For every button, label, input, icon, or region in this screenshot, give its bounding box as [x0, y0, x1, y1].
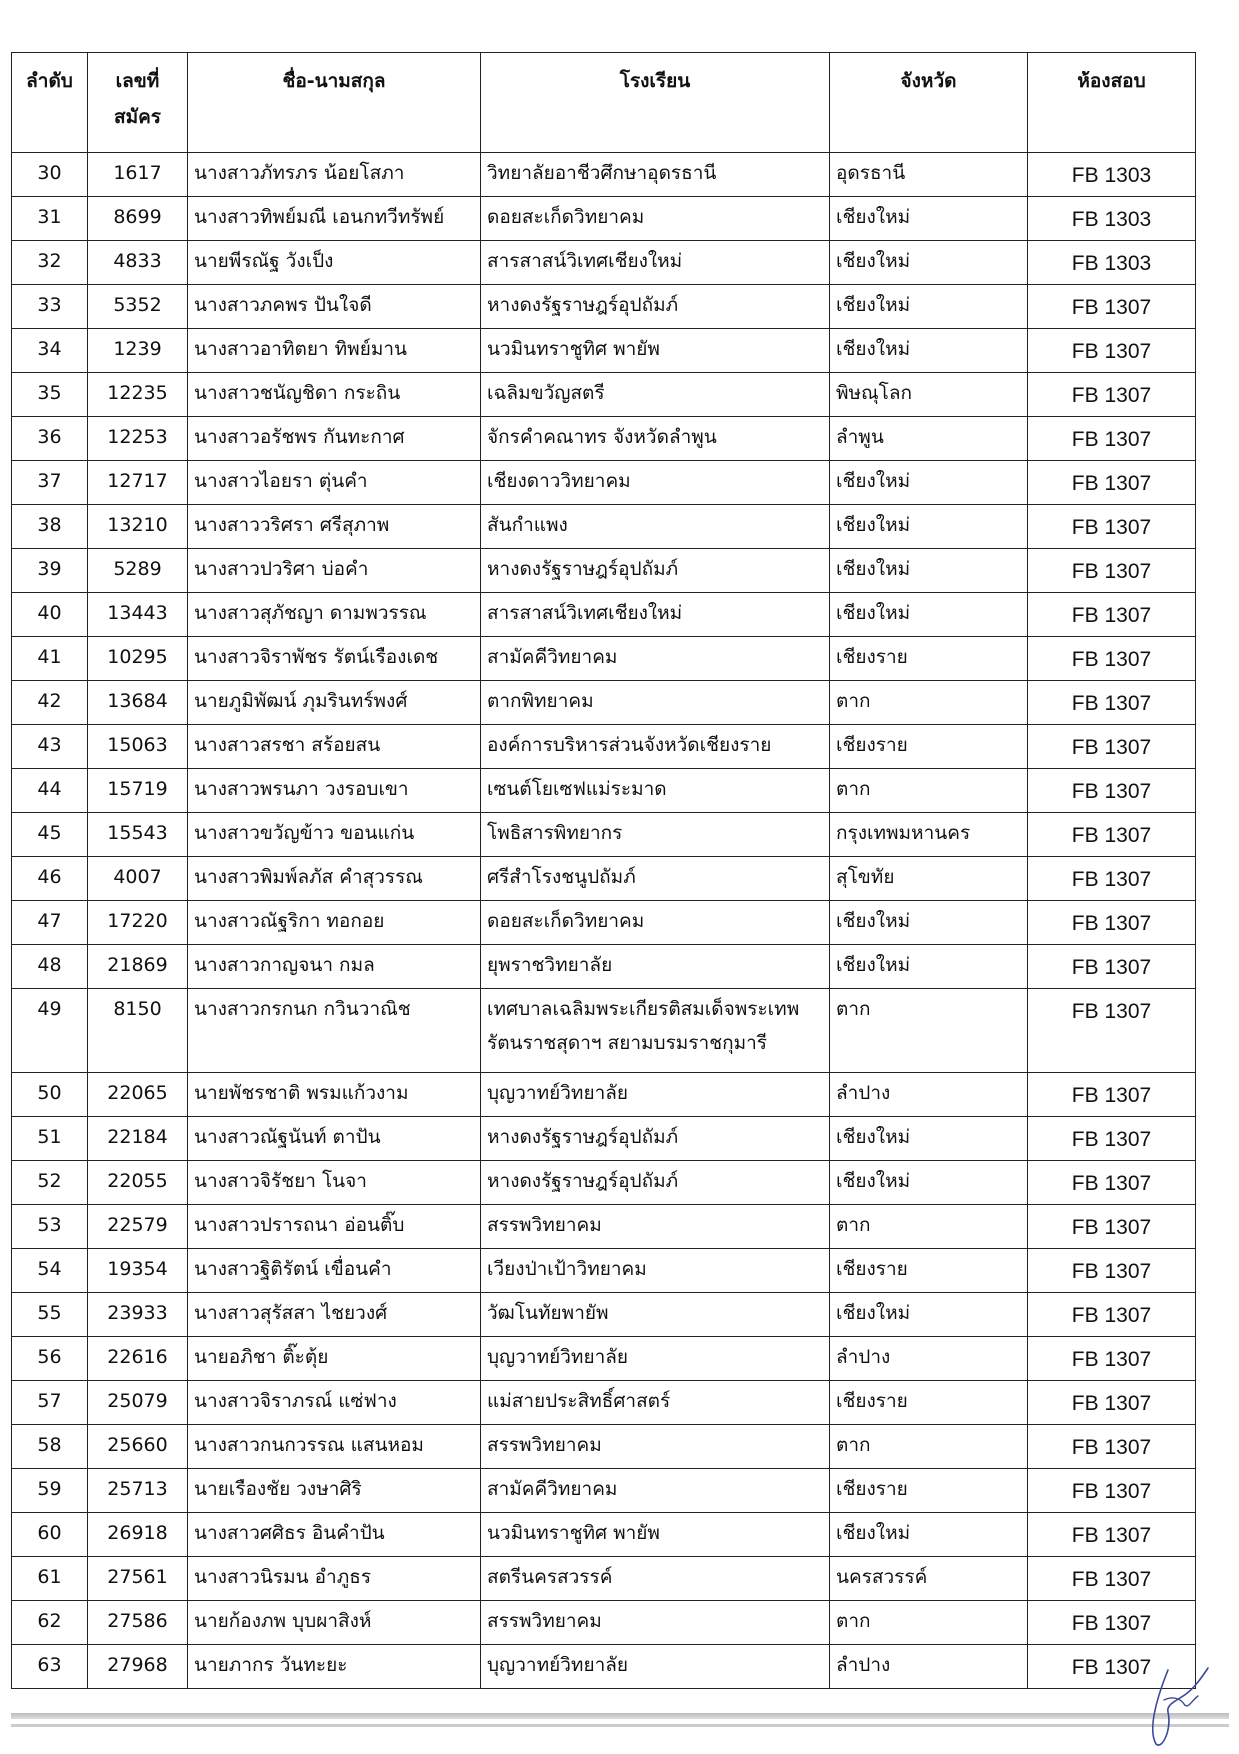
cell-order: 33	[12, 285, 88, 329]
cell-province: เชียงใหม่	[830, 505, 1028, 549]
cell-application-no: 22579	[88, 1205, 188, 1249]
cell-exam-room: FB 1307	[1028, 285, 1196, 329]
cell-province: เชียงใหม่	[830, 197, 1028, 241]
cell-school: วัฒโนทัยพายัพ	[481, 1293, 830, 1337]
cell-order: 31	[12, 197, 88, 241]
cell-exam-room: FB 1307	[1028, 417, 1196, 461]
cell-province: เชียงใหม่	[830, 549, 1028, 593]
cell-full-name: นายพัชรชาติ พรมแก้วงาม	[188, 1073, 481, 1117]
header-order: ลำดับ	[12, 53, 88, 153]
cell-order: 41	[12, 637, 88, 681]
cell-province: ตาก	[830, 769, 1028, 813]
cell-school: หางดงรัฐราษฎร์อุปถัมภ์	[481, 549, 830, 593]
cell-province: ลำพูน	[830, 417, 1028, 461]
cell-full-name: นางสาวชนัญชิดา กระถิน	[188, 373, 481, 417]
table-row	[12, 593, 1196, 637]
cell-school: หางดงรัฐราษฎร์อุปถัมภ์	[481, 1117, 830, 1161]
table-row	[12, 329, 1196, 373]
cell-school: หางดงรัฐราษฎร์อุปถัมภ์	[481, 1161, 830, 1205]
cell-application-no: 27586	[88, 1601, 188, 1645]
cell-school: สารสาสน์วิเทศเชียงใหม่	[481, 593, 830, 637]
cell-order: 36	[12, 417, 88, 461]
table-row	[12, 1469, 1196, 1513]
cell-full-name: นางสาวศศิธร อินคำปัน	[188, 1513, 481, 1557]
cell-application-no: 13443	[88, 593, 188, 637]
cell-application-no: 8699	[88, 197, 188, 241]
cell-school: บุญวาทย์วิทยาลัย	[481, 1337, 830, 1381]
cell-order: 45	[12, 813, 88, 857]
table-row	[12, 857, 1196, 901]
cell-application-no: 1239	[88, 329, 188, 373]
table-row	[12, 1645, 1196, 1689]
cell-application-no: 27968	[88, 1645, 188, 1689]
cell-province: เชียงใหม่	[830, 593, 1028, 637]
cell-province: เชียงใหม่	[830, 945, 1028, 989]
table-body	[12, 153, 1196, 1689]
cell-application-no: 12235	[88, 373, 188, 417]
cell-province: เชียงใหม่	[830, 461, 1028, 505]
table-row	[12, 417, 1196, 461]
cell-province: ลำปาง	[830, 1073, 1028, 1117]
cell-order: 30	[12, 153, 88, 197]
cell-full-name: นางสาวไอยรา ตุ่นคำ	[188, 461, 481, 505]
cell-school: ตากพิทยาคม	[481, 681, 830, 725]
cell-exam-room: FB 1307	[1028, 681, 1196, 725]
footer-divider	[11, 1713, 1229, 1719]
cell-school: องค์การบริหารส่วนจังหวัดเชียงราย	[481, 725, 830, 769]
cell-exam-room: FB 1307	[1028, 549, 1196, 593]
cell-application-no: 25713	[88, 1469, 188, 1513]
cell-exam-room: FB 1307	[1028, 1381, 1196, 1425]
cell-exam-room: FB 1303	[1028, 153, 1196, 197]
cell-school: สามัคคีวิทยาคม	[481, 1469, 830, 1513]
cell-application-no: 13210	[88, 505, 188, 549]
table-row	[12, 989, 1196, 1073]
cell-order: 48	[12, 945, 88, 989]
cell-full-name: นางสาวกาญจนา กมล	[188, 945, 481, 989]
cell-exam-room: FB 1307	[1028, 1205, 1196, 1249]
table-row	[12, 1293, 1196, 1337]
cell-exam-room: FB 1307	[1028, 1645, 1196, 1689]
cell-application-no: 27561	[88, 1557, 188, 1601]
header-exam-room: ห้องสอบ	[1028, 53, 1196, 153]
cell-application-no: 21869	[88, 945, 188, 989]
cell-full-name: นางสาวกนกวรรณ แสนหอม	[188, 1425, 481, 1469]
cell-full-name: นางสาวณัฐริกา ทอกอย	[188, 901, 481, 945]
cell-application-no: 15063	[88, 725, 188, 769]
cell-order: 60	[12, 1513, 88, 1557]
cell-application-no: 5352	[88, 285, 188, 329]
cell-full-name: นางสาวภคพร ปันใจดี	[188, 285, 481, 329]
cell-school: เฉลิมขวัญสตรี	[481, 373, 830, 417]
cell-full-name: นายพีรณัฐ วังเป็ง	[188, 241, 481, 285]
cell-school: เวียงป่าเป้าวิทยาคม	[481, 1249, 830, 1293]
cell-exam-room: FB 1307	[1028, 989, 1196, 1073]
cell-application-no: 4007	[88, 857, 188, 901]
cell-application-no: 15543	[88, 813, 188, 857]
cell-full-name: นางสาวสรชา สร้อยสน	[188, 725, 481, 769]
cell-order: 44	[12, 769, 88, 813]
cell-exam-room: FB 1307	[1028, 1513, 1196, 1557]
cell-school: ดอยสะเก็ดวิทยาคม	[481, 197, 830, 241]
cell-exam-room: FB 1307	[1028, 373, 1196, 417]
cell-exam-room: FB 1307	[1028, 1117, 1196, 1161]
cell-province: เชียงราย	[830, 725, 1028, 769]
cell-school: ยุพราชวิทยาลัย	[481, 945, 830, 989]
cell-exam-room: FB 1307	[1028, 1161, 1196, 1205]
cell-school: แม่สายประสิทธิ์ศาสตร์	[481, 1381, 830, 1425]
header-province: จังหวัด	[830, 53, 1028, 153]
cell-school: หางดงรัฐราษฎร์อุปถัมภ์	[481, 285, 830, 329]
cell-full-name: นายเรืองชัย วงษาศิริ	[188, 1469, 481, 1513]
cell-full-name: นางสาวพิมพ์ลภัส คำสุวรรณ	[188, 857, 481, 901]
cell-exam-room: FB 1307	[1028, 505, 1196, 549]
cell-order: 57	[12, 1381, 88, 1425]
cell-full-name: นายอภิชา ติ๊ะตุ้ย	[188, 1337, 481, 1381]
cell-school: บุญวาทย์วิทยาลัย	[481, 1073, 830, 1117]
cell-exam-room: FB 1307	[1028, 813, 1196, 857]
cell-province: ตาก	[830, 1601, 1028, 1645]
cell-exam-room: FB 1307	[1028, 461, 1196, 505]
table-header-row	[12, 53, 1196, 153]
cell-school: เซนต์โยเซฟแม่ระมาด	[481, 769, 830, 813]
table-row	[12, 549, 1196, 593]
table-row	[12, 285, 1196, 329]
cell-order: 49	[12, 989, 88, 1073]
cell-school: ศรีสำโรงชนูปถัมภ์	[481, 857, 830, 901]
table-row	[12, 1601, 1196, 1645]
cell-order: 37	[12, 461, 88, 505]
cell-order: 59	[12, 1469, 88, 1513]
cell-full-name: นางสาวนิรมน อำภูธร	[188, 1557, 481, 1601]
cell-province: ตาก	[830, 1205, 1028, 1249]
cell-exam-room: FB 1307	[1028, 1601, 1196, 1645]
cell-application-no: 8150	[88, 989, 188, 1073]
table-row	[12, 373, 1196, 417]
cell-application-no: 23933	[88, 1293, 188, 1337]
cell-province: ตาก	[830, 681, 1028, 725]
cell-province: เชียงราย	[830, 637, 1028, 681]
cell-exam-room: FB 1307	[1028, 1425, 1196, 1469]
cell-full-name: นางสาวภัทรภร น้อยโสภา	[188, 153, 481, 197]
cell-order: 46	[12, 857, 88, 901]
cell-full-name: นายภากร วันทะยะ	[188, 1645, 481, 1689]
cell-school: สรรพวิทยาคม	[481, 1425, 830, 1469]
cell-school: สันกำแพง	[481, 505, 830, 549]
cell-application-no: 5289	[88, 549, 188, 593]
cell-school: สรรพวิทยาคม	[481, 1601, 830, 1645]
cell-full-name: นางสาวจิราภรณ์ แซ่ฟาง	[188, 1381, 481, 1425]
cell-province: เชียงใหม่	[830, 1117, 1028, 1161]
cell-application-no: 22055	[88, 1161, 188, 1205]
cell-order: 47	[12, 901, 88, 945]
cell-full-name: นางสาวอรัชพร กันทะกาศ	[188, 417, 481, 461]
cell-order: 56	[12, 1337, 88, 1381]
cell-order: 63	[12, 1645, 88, 1689]
cell-school: นวมินทราชูทิศ พายัพ	[481, 1513, 830, 1557]
cell-application-no: 10295	[88, 637, 188, 681]
document-page	[11, 52, 1195, 1689]
cell-order: 62	[12, 1601, 88, 1645]
table-row	[12, 813, 1196, 857]
cell-full-name: นางสาวจิราพัชร รัตน์เรืองเดช	[188, 637, 481, 681]
cell-exam-room: FB 1307	[1028, 1337, 1196, 1381]
cell-exam-room: FB 1307	[1028, 901, 1196, 945]
cell-full-name: นางสาวจิรัชยา โนจา	[188, 1161, 481, 1205]
cell-application-no: 12253	[88, 417, 188, 461]
cell-full-name: นางสาวปวริศา บ่อคำ	[188, 549, 481, 593]
table-row	[12, 1205, 1196, 1249]
table-row	[12, 1513, 1196, 1557]
table-row	[12, 681, 1196, 725]
table-row	[12, 1381, 1196, 1425]
cell-order: 61	[12, 1557, 88, 1601]
cell-school: นวมินทราชูทิศ พายัพ	[481, 329, 830, 373]
cell-order: 43	[12, 725, 88, 769]
table-row	[12, 1161, 1196, 1205]
exam-room-table	[11, 52, 1196, 1689]
cell-exam-room: FB 1307	[1028, 1557, 1196, 1601]
cell-full-name: นางสาวพรนภา วงรอบเขา	[188, 769, 481, 813]
cell-order: 58	[12, 1425, 88, 1469]
header-school: โรงเรียน	[481, 53, 830, 153]
cell-application-no: 22065	[88, 1073, 188, 1117]
cell-full-name: นางสาวขวัญข้าว ขอนแก่น	[188, 813, 481, 857]
cell-full-name: นางสาวทิพย์มณี เอนกทวีทรัพย์	[188, 197, 481, 241]
cell-full-name: นางสาวกรกนก กวินวาณิช	[188, 989, 481, 1073]
cell-order: 51	[12, 1117, 88, 1161]
cell-application-no: 15719	[88, 769, 188, 813]
cell-school: จักรคำคณาทร จังหวัดลำพูน	[481, 417, 830, 461]
header-full-name: ชื่อ-นามสกุล	[188, 53, 481, 153]
table-row	[12, 725, 1196, 769]
cell-full-name: นางสาวณัฐนันท์ ตาปัน	[188, 1117, 481, 1161]
cell-full-name: นายภูมิพัฒน์ ภุมรินทร์พงศ์	[188, 681, 481, 725]
table-row	[12, 1249, 1196, 1293]
signature-mark	[1138, 1660, 1210, 1750]
cell-province: เชียงใหม่	[830, 1293, 1028, 1337]
table-row	[12, 461, 1196, 505]
cell-full-name: นางสาวสุรัสสา ไชยวงศ์	[188, 1293, 481, 1337]
cell-province: เชียงใหม่	[830, 901, 1028, 945]
cell-application-no: 22616	[88, 1337, 188, 1381]
cell-order: 42	[12, 681, 88, 725]
cell-school: สารสาสน์วิเทศเชียงใหม่	[481, 241, 830, 285]
cell-order: 52	[12, 1161, 88, 1205]
table-row	[12, 153, 1196, 197]
cell-exam-room: FB 1307	[1028, 1073, 1196, 1117]
cell-order: 38	[12, 505, 88, 549]
cell-province: เชียงใหม่	[830, 329, 1028, 373]
cell-province: กรุงเทพมหานคร	[830, 813, 1028, 857]
cell-application-no: 25079	[88, 1381, 188, 1425]
table-row	[12, 1425, 1196, 1469]
cell-exam-room: FB 1307	[1028, 329, 1196, 373]
cell-province: เชียงใหม่	[830, 1513, 1028, 1557]
cell-application-no: 25660	[88, 1425, 188, 1469]
cell-school: บุญวาทย์วิทยาลัย	[481, 1645, 830, 1689]
cell-order: 39	[12, 549, 88, 593]
cell-order: 54	[12, 1249, 88, 1293]
cell-school: สตรีนครสวรรค์	[481, 1557, 830, 1601]
cell-exam-room: FB 1307	[1028, 637, 1196, 681]
table-row	[12, 197, 1196, 241]
cell-province: ตาก	[830, 1425, 1028, 1469]
table-row	[12, 1073, 1196, 1117]
cell-exam-room: FB 1307	[1028, 945, 1196, 989]
cell-order: 50	[12, 1073, 88, 1117]
cell-province: นครสวรรค์	[830, 1557, 1028, 1601]
table-row	[12, 1557, 1196, 1601]
cell-province: เชียงใหม่	[830, 1161, 1028, 1205]
cell-application-no: 22184	[88, 1117, 188, 1161]
cell-full-name: นายก้องภพ บุบผาสิงห์	[188, 1601, 481, 1645]
cell-exam-room: FB 1303	[1028, 197, 1196, 241]
table-row	[12, 901, 1196, 945]
cell-full-name: นางสาวปรารถนา อ่อนติ๊บ	[188, 1205, 481, 1249]
cell-full-name: นางสาวฐิติรัตน์ เขื่อนคำ	[188, 1249, 481, 1293]
table-row	[12, 637, 1196, 681]
footer-divider-secondary	[11, 1724, 1229, 1727]
cell-order: 35	[12, 373, 88, 417]
cell-order: 53	[12, 1205, 88, 1249]
cell-school: เทศบาลเฉลิมพระเกียรติสมเด็จพระเทพรัตนราชสุดาฯ สยามบรมราชกุมารี	[481, 989, 830, 1073]
cell-school: โพธิสารพิทยากร	[481, 813, 830, 857]
cell-school: เชียงดาววิทยาคม	[481, 461, 830, 505]
cell-school: ดอยสะเก็ดวิทยาคม	[481, 901, 830, 945]
cell-province: เชียงราย	[830, 1469, 1028, 1513]
cell-province: ลำปาง	[830, 1645, 1028, 1689]
cell-order: 40	[12, 593, 88, 637]
cell-full-name: นางสาวอาทิตยา ทิพย์มาน	[188, 329, 481, 373]
cell-province: สุโขทัย	[830, 857, 1028, 901]
cell-exam-room: FB 1307	[1028, 857, 1196, 901]
cell-province: เชียงราย	[830, 1249, 1028, 1293]
cell-application-no: 19354	[88, 1249, 188, 1293]
cell-province: อุดรธานี	[830, 153, 1028, 197]
cell-application-no: 1617	[88, 153, 188, 197]
table-row	[12, 1337, 1196, 1381]
cell-school: วิทยาลัยอาชีวศึกษาอุดรธานี	[481, 153, 830, 197]
cell-full-name: นางสาวสุภัชญา ดามพวรรณ	[188, 593, 481, 637]
header-application-no: เลขที่สมัคร	[88, 53, 188, 153]
cell-exam-room: FB 1307	[1028, 593, 1196, 637]
cell-exam-room: FB 1307	[1028, 769, 1196, 813]
cell-application-no: 13684	[88, 681, 188, 725]
cell-full-name: นางสาววริศรา ศรีสุภาพ	[188, 505, 481, 549]
cell-application-no: 4833	[88, 241, 188, 285]
cell-exam-room: FB 1307	[1028, 1469, 1196, 1513]
cell-province: เชียงใหม่	[830, 285, 1028, 329]
cell-province: เชียงราย	[830, 1381, 1028, 1425]
cell-application-no: 26918	[88, 1513, 188, 1557]
cell-application-no: 17220	[88, 901, 188, 945]
cell-order: 55	[12, 1293, 88, 1337]
table-row	[12, 241, 1196, 285]
cell-school: สรรพวิทยาคม	[481, 1205, 830, 1249]
table-row	[12, 505, 1196, 549]
cell-school: สามัคคีวิทยาคม	[481, 637, 830, 681]
table-row	[12, 1117, 1196, 1161]
table-row	[12, 769, 1196, 813]
table-row	[12, 945, 1196, 989]
cell-exam-room: FB 1303	[1028, 241, 1196, 285]
cell-province: พิษณุโลก	[830, 373, 1028, 417]
cell-province: ตาก	[830, 989, 1028, 1073]
cell-exam-room: FB 1307	[1028, 1293, 1196, 1337]
cell-order: 34	[12, 329, 88, 373]
cell-province: ลำปาง	[830, 1337, 1028, 1381]
cell-province: เชียงใหม่	[830, 241, 1028, 285]
cell-exam-room: FB 1307	[1028, 1249, 1196, 1293]
cell-application-no: 12717	[88, 461, 188, 505]
cell-exam-room: FB 1307	[1028, 725, 1196, 769]
cell-order: 32	[12, 241, 88, 285]
